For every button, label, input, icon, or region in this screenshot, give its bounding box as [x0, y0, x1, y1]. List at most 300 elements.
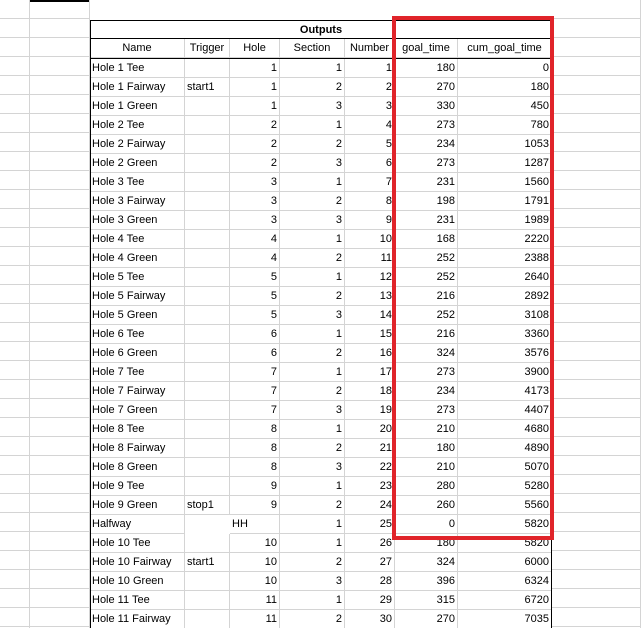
cell-trigger[interactable] — [185, 363, 230, 382]
cell-number[interactable]: 17 — [345, 363, 395, 382]
cell-number[interactable]: 8 — [345, 192, 395, 211]
cell-name[interactable]: Hole 1 Tee — [90, 59, 185, 78]
empty-cell[interactable] — [552, 114, 641, 133]
empty-cell[interactable] — [30, 532, 90, 551]
cell-hole[interactable]: 4 — [230, 230, 280, 249]
empty-cell[interactable] — [0, 323, 30, 342]
cell-number[interactable]: 29 — [345, 591, 395, 610]
cell-number[interactable]: 30 — [345, 610, 395, 628]
header-hole[interactable]: Hole — [230, 39, 280, 58]
cell-goal-time[interactable]: 0 — [395, 515, 458, 534]
cell-hole[interactable]: 1 — [230, 59, 280, 78]
empty-cell[interactable] — [0, 190, 30, 209]
cell-section[interactable]: 1 — [280, 420, 345, 439]
empty-cell[interactable] — [30, 171, 90, 190]
empty-cell[interactable] — [552, 152, 641, 171]
empty-cell[interactable] — [30, 513, 90, 532]
cell-hole[interactable]: 5 — [230, 306, 280, 325]
cell-trigger[interactable] — [185, 344, 230, 363]
cell-trigger[interactable] — [185, 458, 230, 477]
cell-name[interactable]: Hole 2 Green — [90, 154, 185, 173]
empty-cell[interactable] — [30, 152, 90, 171]
cell-name[interactable]: Hole 1 Fairway — [90, 78, 185, 97]
cell-section[interactable]: 1 — [280, 173, 345, 192]
empty-cell[interactable] — [0, 551, 30, 570]
cell-number[interactable]: 22 — [345, 458, 395, 477]
cell-goal-time[interactable]: 280 — [395, 477, 458, 496]
cell-trigger[interactable] — [185, 325, 230, 344]
cell-goal-time[interactable]: 260 — [395, 496, 458, 515]
empty-cell[interactable] — [0, 247, 30, 266]
cell-goal-time[interactable]: 198 — [395, 192, 458, 211]
empty-cell[interactable] — [30, 418, 90, 437]
empty-cell[interactable] — [30, 380, 90, 399]
empty-cell[interactable] — [0, 437, 30, 456]
empty-cell[interactable] — [552, 133, 641, 152]
cell-goal-time[interactable]: 252 — [395, 306, 458, 325]
cell-section[interactable]: 1 — [280, 268, 345, 287]
empty-cell[interactable] — [552, 209, 641, 228]
cell-section[interactable]: 2 — [280, 553, 345, 572]
cell-section[interactable]: 1 — [280, 230, 345, 249]
cell-name[interactable]: Hole 4 Tee — [90, 230, 185, 249]
empty-cell[interactable] — [0, 209, 30, 228]
header-number[interactable]: Number — [345, 39, 395, 58]
cell-hole[interactable]: 7 — [230, 382, 280, 401]
cell-section[interactable]: 1 — [280, 325, 345, 344]
cell-trigger[interactable]: stop1 — [185, 496, 230, 515]
cell-section[interactable]: 2 — [280, 78, 345, 97]
empty-cell[interactable] — [552, 0, 641, 19]
cell-number[interactable]: 12 — [345, 268, 395, 287]
cell-hole[interactable] — [230, 515, 280, 534]
cell-trigger[interactable] — [185, 116, 230, 135]
cell-goal-time[interactable]: 273 — [395, 363, 458, 382]
cell-goal-time[interactable]: 180 — [395, 439, 458, 458]
cell-name[interactable]: Hole 5 Tee — [90, 268, 185, 287]
empty-cell[interactable] — [552, 437, 641, 456]
cell-cum-goal-time[interactable]: 1791 — [458, 192, 552, 211]
cell-name[interactable]: Hole 9 Green — [90, 496, 185, 515]
cell-hole[interactable]: 10 — [230, 534, 280, 553]
cell-section[interactable]: 2 — [280, 249, 345, 268]
cell-goal-time[interactable]: 273 — [395, 401, 458, 420]
cell-cum-goal-time[interactable]: 1053 — [458, 135, 552, 154]
cell-section[interactable]: 2 — [280, 439, 345, 458]
empty-cell[interactable] — [30, 361, 90, 380]
cell-goal-time[interactable]: 210 — [395, 420, 458, 439]
cell-trigger[interactable] — [185, 382, 230, 401]
empty-cell[interactable] — [0, 342, 30, 361]
cell-number[interactable]: 11 — [345, 249, 395, 268]
cell-cum-goal-time[interactable]: 2388 — [458, 249, 552, 268]
cell-hole[interactable]: 8 — [230, 420, 280, 439]
empty-cell[interactable] — [552, 247, 641, 266]
empty-cell[interactable] — [30, 209, 90, 228]
cell-hole[interactable]: 3 — [230, 211, 280, 230]
cell-cum-goal-time[interactable]: 5820 — [458, 534, 552, 553]
cell-section[interactable]: 3 — [280, 154, 345, 173]
empty-cell[interactable] — [552, 190, 641, 209]
empty-cell[interactable] — [552, 551, 641, 570]
cell-number[interactable]: 23 — [345, 477, 395, 496]
header-name[interactable]: Name — [90, 39, 185, 58]
cell-section[interactable]: 3 — [280, 458, 345, 477]
empty-cell[interactable] — [30, 494, 90, 513]
cell-trigger[interactable] — [185, 59, 230, 78]
cell-name[interactable]: Hole 7 Tee — [90, 363, 185, 382]
cell-number[interactable]: 27 — [345, 553, 395, 572]
cell-name[interactable]: Hole 11 Fairway — [90, 610, 185, 628]
cell-number[interactable]: 3 — [345, 97, 395, 116]
cell-goal-time[interactable]: 252 — [395, 268, 458, 287]
empty-cell[interactable] — [552, 266, 641, 285]
cell-cum-goal-time[interactable]: 1989 — [458, 211, 552, 230]
cell-trigger[interactable] — [185, 154, 230, 173]
cell-hole[interactable]: 8 — [230, 458, 280, 477]
cell-hole[interactable]: 3 — [230, 173, 280, 192]
cell-trigger[interactable] — [185, 287, 230, 306]
cell-number[interactable]: 10 — [345, 230, 395, 249]
empty-cell[interactable] — [30, 475, 90, 494]
cell-section[interactable]: 3 — [280, 97, 345, 116]
cell-hole[interactable]: 10 — [230, 572, 280, 591]
empty-cell[interactable] — [552, 532, 641, 551]
cell-number[interactable]: 26 — [345, 534, 395, 553]
empty-cell[interactable] — [552, 285, 641, 304]
cell-hole[interactable]: 1 — [230, 78, 280, 97]
empty-cell[interactable] — [0, 19, 30, 38]
cell-name[interactable]: Hole 3 Tee — [90, 173, 185, 192]
empty-cell[interactable] — [0, 114, 30, 133]
cell-number[interactable]: 15 — [345, 325, 395, 344]
cell-hole[interactable]: 11 — [230, 591, 280, 610]
cell-goal-time[interactable]: 330 — [395, 97, 458, 116]
empty-cell[interactable] — [552, 589, 641, 608]
cell-number[interactable]: 9 — [345, 211, 395, 230]
header-trigger[interactable]: Trigger — [185, 39, 230, 58]
cell-section[interactable]: 1 — [280, 591, 345, 610]
cell-number[interactable]: 1 — [345, 59, 395, 78]
cell-cum-goal-time[interactable]: 4890 — [458, 439, 552, 458]
cell-name[interactable]: Hole 4 Green — [90, 249, 185, 268]
empty-cell[interactable] — [30, 247, 90, 266]
cell-number[interactable]: 18 — [345, 382, 395, 401]
cell-cum-goal-time[interactable]: 5560 — [458, 496, 552, 515]
empty-cell[interactable] — [552, 513, 641, 532]
empty-cell[interactable] — [30, 95, 90, 114]
empty-cell[interactable] — [552, 323, 641, 342]
cell-cum-goal-time[interactable]: 4407 — [458, 401, 552, 420]
cell-cum-goal-time[interactable]: 3576 — [458, 344, 552, 363]
cell-trigger[interactable] — [185, 401, 230, 420]
cell-name[interactable]: Hole 9 Tee — [90, 477, 185, 496]
cell-cum-goal-time[interactable]: 6000 — [458, 553, 552, 572]
empty-cell[interactable] — [30, 114, 90, 133]
cell-trigger[interactable] — [185, 439, 230, 458]
empty-cell[interactable] — [552, 57, 641, 76]
empty-cell[interactable] — [552, 361, 641, 380]
cell-number[interactable]: 5 — [345, 135, 395, 154]
cell-hole[interactable]: 2 — [230, 116, 280, 135]
cell-hole[interactable]: 5 — [230, 268, 280, 287]
cell-goal-time[interactable]: 231 — [395, 211, 458, 230]
cell-section[interactable]: 1 — [280, 477, 345, 496]
empty-cell[interactable] — [552, 76, 641, 95]
empty-cell[interactable] — [0, 494, 30, 513]
cell-hole[interactable]: 10 — [230, 553, 280, 572]
cell-cum-goal-time[interactable]: 6324 — [458, 572, 552, 591]
cell-number[interactable]: 24 — [345, 496, 395, 515]
cell-name[interactable]: Hole 10 Tee — [90, 534, 185, 553]
cell-cum-goal-time[interactable]: 2220 — [458, 230, 552, 249]
empty-cell[interactable] — [30, 304, 90, 323]
empty-cell[interactable] — [30, 228, 90, 247]
cell-trigger[interactable] — [185, 135, 230, 154]
cell-trigger[interactable] — [185, 420, 230, 439]
cell-section[interactable]: 3 — [280, 211, 345, 230]
cell-trigger[interactable] — [185, 306, 230, 325]
cell-goal-time[interactable]: 324 — [395, 553, 458, 572]
empty-cell[interactable] — [0, 0, 30, 19]
cell-cum-goal-time[interactable]: 4680 — [458, 420, 552, 439]
cell-section[interactable]: 1 — [280, 363, 345, 382]
cell-goal-time[interactable]: 234 — [395, 382, 458, 401]
empty-cell[interactable] — [30, 323, 90, 342]
cell-cum-goal-time[interactable]: 180 — [458, 78, 552, 97]
empty-cell[interactable] — [552, 342, 641, 361]
cell-section[interactable]: 1 — [280, 534, 345, 553]
empty-cell[interactable] — [0, 285, 30, 304]
cell-goal-time[interactable]: 315 — [395, 591, 458, 610]
cell-trigger[interactable] — [185, 230, 230, 249]
cell-goal-time[interactable]: 324 — [395, 344, 458, 363]
cell-goal-time[interactable]: 231 — [395, 173, 458, 192]
cell-name[interactable]: Hole 5 Green — [90, 306, 185, 325]
cell-name[interactable]: Hole 2 Fairway — [90, 135, 185, 154]
outputs-title[interactable]: Outputs — [90, 20, 552, 39]
empty-cell[interactable] — [0, 532, 30, 551]
empty-cell[interactable] — [552, 570, 641, 589]
empty-cell[interactable] — [552, 228, 641, 247]
cell-name[interactable]: Hole 10 Fairway — [90, 553, 185, 572]
empty-cell[interactable] — [30, 19, 90, 38]
cell-goal-time[interactable]: 210 — [395, 458, 458, 477]
cell-goal-time[interactable]: 273 — [395, 116, 458, 135]
cell-name[interactable]: Hole 10 Green — [90, 572, 185, 591]
cell-trigger[interactable] — [185, 268, 230, 287]
cell-name[interactable]: Halfway — [90, 515, 185, 534]
cell-number[interactable]: 25 — [345, 515, 395, 534]
cell-trigger[interactable]: start1 — [185, 78, 230, 97]
cell-cum-goal-time[interactable]: 1560 — [458, 173, 552, 192]
empty-cell[interactable] — [0, 513, 30, 532]
cell-number[interactable]: 4 — [345, 116, 395, 135]
cell-name[interactable]: Hole 8 Tee — [90, 420, 185, 439]
empty-cell[interactable] — [0, 133, 30, 152]
cell-number[interactable]: 21 — [345, 439, 395, 458]
cell-trigger[interactable] — [185, 610, 230, 628]
cell-number[interactable]: 6 — [345, 154, 395, 173]
cell-cum-goal-time[interactable]: 780 — [458, 116, 552, 135]
cell-hole[interactable]: 3 — [230, 192, 280, 211]
cell-name[interactable]: Hole 7 Green — [90, 401, 185, 420]
empty-cell[interactable] — [0, 304, 30, 323]
cell-number[interactable]: 16 — [345, 344, 395, 363]
empty-cell[interactable] — [30, 285, 90, 304]
empty-cell[interactable] — [0, 456, 30, 475]
empty-cell[interactable] — [552, 19, 641, 38]
empty-cell[interactable] — [0, 380, 30, 399]
header-section[interactable]: Section — [280, 39, 345, 58]
cell-number[interactable]: 19 — [345, 401, 395, 420]
cell-number[interactable]: 14 — [345, 306, 395, 325]
empty-cell[interactable] — [0, 57, 30, 76]
empty-cell[interactable] — [0, 76, 30, 95]
cell-name[interactable]: Hole 3 Fairway — [90, 192, 185, 211]
empty-cell[interactable] — [552, 399, 641, 418]
cell-section[interactable]: 3 — [280, 306, 345, 325]
empty-cell[interactable] — [30, 608, 90, 627]
cell-name[interactable]: Hole 11 Tee — [90, 591, 185, 610]
cell-section[interactable]: 3 — [280, 572, 345, 591]
cell-goal-time[interactable]: 216 — [395, 287, 458, 306]
cell-hole[interactable]: 6 — [230, 325, 280, 344]
cell-number[interactable]: 20 — [345, 420, 395, 439]
empty-cell[interactable] — [0, 475, 30, 494]
cell-section[interactable]: 2 — [280, 496, 345, 515]
empty-cell[interactable] — [552, 38, 641, 57]
empty-cell[interactable] — [30, 266, 90, 285]
cell-trigger[interactable] — [185, 591, 230, 610]
empty-cell[interactable] — [552, 304, 641, 323]
cell-hole[interactable]: 2 — [230, 135, 280, 154]
empty-cell[interactable] — [0, 171, 30, 190]
empty-cell[interactable] — [30, 342, 90, 361]
empty-cell[interactable] — [552, 475, 641, 494]
cell-cum-goal-time[interactable]: 5280 — [458, 477, 552, 496]
cell-number[interactable]: 7 — [345, 173, 395, 192]
empty-cell[interactable] — [30, 399, 90, 418]
cell-trigger[interactable] — [185, 477, 230, 496]
cell-name[interactable]: Hole 6 Green — [90, 344, 185, 363]
empty-cell[interactable] — [0, 399, 30, 418]
cell-hole[interactable]: 5 — [230, 287, 280, 306]
cell-trigger[interactable] — [185, 211, 230, 230]
cell-section[interactable]: 2 — [280, 344, 345, 363]
cell-cum-goal-time[interactable]: 5070 — [458, 458, 552, 477]
cell-trigger[interactable] — [185, 249, 230, 268]
cell-goal-time[interactable]: 273 — [395, 154, 458, 173]
header-goal-time[interactable]: goal_time — [395, 39, 458, 58]
cell-cum-goal-time[interactable]: 6720 — [458, 591, 552, 610]
cell-goal-time[interactable]: 234 — [395, 135, 458, 154]
cell-goal-time[interactable]: 180 — [395, 534, 458, 553]
cell-cum-goal-time[interactable]: 450 — [458, 97, 552, 116]
cell-goal-time[interactable]: 270 — [395, 78, 458, 97]
cell-name[interactable]: Hole 3 Green — [90, 211, 185, 230]
cell-section[interactable]: 2 — [280, 192, 345, 211]
empty-cell[interactable] — [552, 171, 641, 190]
cell-name[interactable]: Hole 1 Green — [90, 97, 185, 116]
cell-hole[interactable]: 6 — [230, 344, 280, 363]
empty-cell[interactable] — [0, 361, 30, 380]
cell-goal-time[interactable]: 180 — [395, 59, 458, 78]
cell-hole[interactable]: 2 — [230, 154, 280, 173]
empty-cell[interactable] — [30, 551, 90, 570]
cell-cum-goal-time[interactable]: 2640 — [458, 268, 552, 287]
cell-cum-goal-time[interactable]: 3360 — [458, 325, 552, 344]
cell-cum-goal-time[interactable]: 7035 — [458, 610, 552, 628]
cell-section[interactable]: 2 — [280, 135, 345, 154]
empty-cell[interactable] — [552, 418, 641, 437]
empty-cell[interactable] — [0, 589, 30, 608]
empty-cell[interactable] — [30, 589, 90, 608]
cell-goal-time[interactable]: 216 — [395, 325, 458, 344]
empty-cell[interactable] — [30, 133, 90, 152]
empty-cell[interactable] — [552, 380, 641, 399]
empty-cell[interactable] — [30, 456, 90, 475]
cell-trigger[interactable] — [185, 572, 230, 591]
cell-cum-goal-time[interactable]: 0 — [458, 59, 552, 78]
empty-cell[interactable] — [30, 437, 90, 456]
cell-trigger[interactable]: start1 — [185, 553, 230, 572]
cell-name[interactable]: Hole 5 Fairway — [90, 287, 185, 306]
empty-cell[interactable] — [0, 228, 30, 247]
cell-goal-time[interactable]: 252 — [395, 249, 458, 268]
cell-hole[interactable]: 4 — [230, 249, 280, 268]
cell-hole[interactable]: 7 — [230, 401, 280, 420]
cell-hole[interactable]: 8 — [230, 439, 280, 458]
empty-cell[interactable] — [30, 190, 90, 209]
empty-cell[interactable] — [0, 608, 30, 627]
cell-goal-time[interactable]: 168 — [395, 230, 458, 249]
cell-trigger[interactable] — [185, 192, 230, 211]
cell-cum-goal-time[interactable]: 1287 — [458, 154, 552, 173]
cell-hole[interactable]: 9 — [230, 496, 280, 515]
cell-cum-goal-time[interactable]: 5820 — [458, 515, 552, 534]
cell-section[interactable]: 2 — [280, 287, 345, 306]
empty-cell[interactable] — [552, 456, 641, 475]
cell-section[interactable]: 1 — [280, 59, 345, 78]
empty-cell[interactable] — [0, 266, 30, 285]
empty-cell[interactable] — [30, 57, 90, 76]
cell-cum-goal-time[interactable]: 2892 — [458, 287, 552, 306]
cell-cum-goal-time[interactable]: 3108 — [458, 306, 552, 325]
cell-name[interactable]: Hole 2 Tee — [90, 116, 185, 135]
empty-cell[interactable] — [0, 95, 30, 114]
empty-cell[interactable] — [0, 570, 30, 589]
empty-cell[interactable] — [552, 608, 641, 627]
cell-section[interactable]: 3 — [280, 401, 345, 420]
cell-trigger[interactable]: HH — [230, 515, 280, 534]
cell-hole[interactable]: 7 — [230, 363, 280, 382]
cell-name[interactable]: Hole 6 Tee — [90, 325, 185, 344]
empty-cell[interactable] — [552, 494, 641, 513]
empty-cell[interactable] — [0, 38, 30, 57]
cell-section[interactable]: 1 — [280, 515, 345, 534]
cell-name[interactable]: Hole 8 Green — [90, 458, 185, 477]
cell-name[interactable]: Hole 8 Fairway — [90, 439, 185, 458]
cell-section[interactable]: 1 — [280, 116, 345, 135]
empty-cell[interactable] — [0, 152, 30, 171]
cell-cum-goal-time[interactable]: 4173 — [458, 382, 552, 401]
cell-goal-time[interactable]: 270 — [395, 610, 458, 628]
cell-trigger[interactable] — [185, 97, 230, 116]
empty-cell[interactable] — [552, 95, 641, 114]
cell-number[interactable]: 28 — [345, 572, 395, 591]
empty-cell[interactable] — [30, 76, 90, 95]
